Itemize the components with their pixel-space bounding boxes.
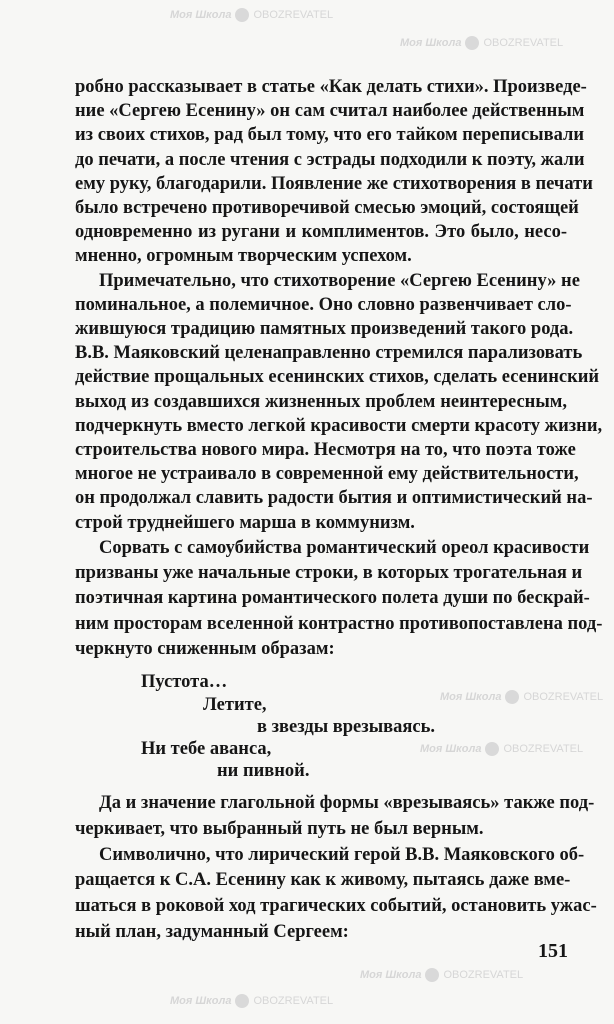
watermark: Моя Школа OBOZREVATEL: [170, 995, 334, 1007]
text-line: поминальное, а полемичное. Оно словно развенчивает сло-: [75, 294, 572, 315]
text-line: действие прощальных есенинских стихов, сделать есенинский: [75, 367, 600, 388]
text-line: Примечательно, что стихотворение «Сергею Есенину» не: [99, 270, 580, 291]
paragraph: [75, 536, 603, 662]
text-line: Символично, что лирический герой В.В. Маяковского об-: [99, 844, 585, 865]
text-line: черкивает, что выбранный путь не был верным.: [75, 818, 484, 839]
text-line: ный план, задуманный Сергеем:: [75, 921, 349, 942]
text-line: черкнуто сниженным образам:: [75, 638, 335, 659]
text-line: ему руку, благодарили. Появление же стихотворения в печати: [75, 173, 593, 194]
text-line: Да и значение глагольной формы «врезываясь» также под-: [99, 793, 595, 813]
text-line: строительства нового мира. Несмотря на то, что поэта тоже: [75, 440, 576, 461]
text-line: ним просторам вселенной контрастно противопоставлена под-: [75, 613, 603, 634]
watermark: Моя Школа OBOZREVATEL: [360, 969, 524, 981]
text-line: Сорвать с самоубийства романтический ореол красивости: [99, 538, 590, 558]
text-line: робно рассказывает в статье «Как делать стихи». Произведе-: [75, 77, 587, 97]
poem-line: Летите,: [203, 695, 267, 715]
text-line: призваны уже начальные строки, в которых трогательная и: [75, 563, 583, 584]
watermark: Моя Школа OBOZREVATEL: [170, 9, 334, 21]
paragraph: [75, 791, 595, 843]
poem-line: Ни тебе аванса,: [141, 739, 272, 759]
text-line: было встречено противоречивой смесью эмоций, состоящей: [75, 198, 579, 219]
text-line: выход из создавшихся жизненных проблем неинтересным,: [75, 391, 567, 412]
text-line: одновременно из ругани и комплиментов. Это было, несо-: [75, 222, 567, 243]
poem-line: ни пивной.: [217, 761, 310, 781]
watermark: Моя Школа OBOZREVATEL: [420, 743, 584, 755]
text-line: он продолжал славить радости бытия и оптимистический на-: [75, 488, 593, 509]
text-line: шаться в роковой ход трагических событий, остановить ужас-: [75, 896, 597, 917]
poem-line: в звезды врезываясь.: [257, 717, 436, 737]
paragraph: [75, 75, 593, 269]
poem-line: Пустота…: [141, 672, 228, 692]
watermark: Моя Школа OBOZREVATEL: [440, 691, 604, 703]
text-line: ние «Сергею Есенину» он сам считал наиболее действенным: [75, 101, 585, 122]
text-line: подчеркнуть вместо легкой красивости смерти красоту жизни,: [75, 415, 603, 436]
watermark: Моя Школа OBOZREVATEL: [400, 37, 564, 49]
paragraph: [75, 843, 597, 946]
text-line: строй труднейшего марша в коммунизм.: [75, 512, 415, 533]
text-line: многое не устраивало в современной ему действительности,: [75, 464, 579, 485]
text-block-bottom: [75, 791, 597, 946]
text-block-top: [75, 75, 603, 535]
text-line: ращается к С.А. Есенину как к живому, пытаясь даже вме-: [75, 870, 571, 891]
paragraph: [75, 269, 603, 535]
text-line: до печати, а после чтения с эстрады подходили к поэту, жали: [75, 149, 585, 170]
text-block-middle: [75, 536, 603, 662]
text-line: поэтичная картина романтического полета души по бескрай-: [75, 588, 590, 609]
text-line: жившуюся традицию памятных произведений такого рода.: [75, 319, 574, 340]
text-line: из своих стихов, рад был тому, что его тайком переписывали: [75, 125, 585, 146]
page-number: 151: [538, 940, 568, 962]
text-line: В.В. Маяковский целенаправленно стремился парализовать: [75, 343, 583, 364]
text-line: мненно, огромным творческим успехом.: [75, 246, 412, 267]
